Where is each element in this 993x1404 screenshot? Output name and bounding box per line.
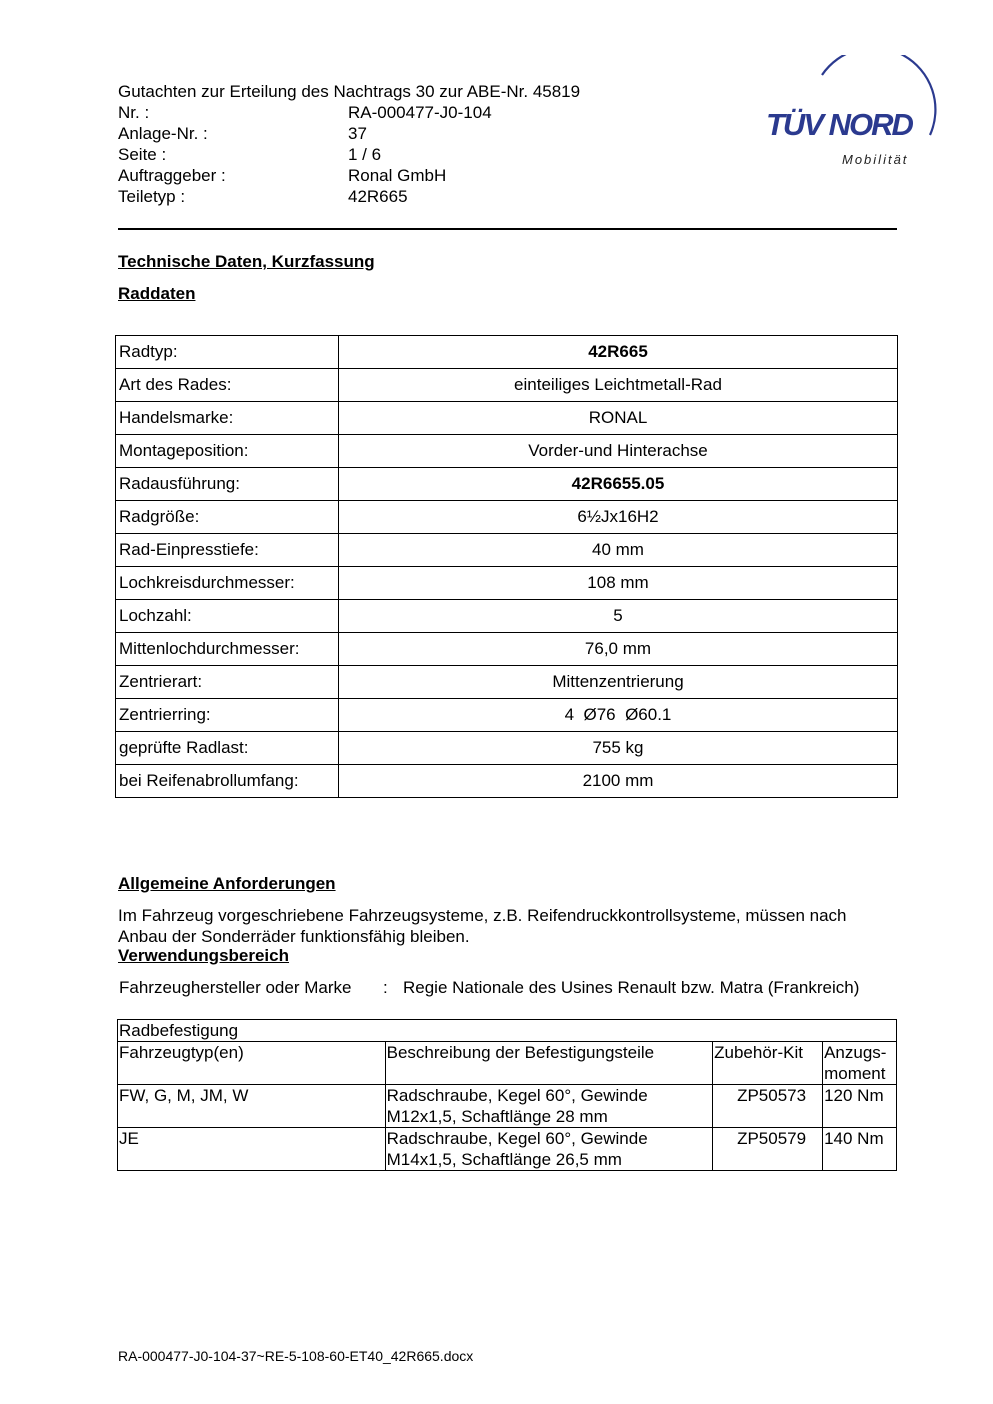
vehicle-types: FW, G, M, JM, W xyxy=(118,1085,386,1128)
auftraggeber-value: Ronal GmbH xyxy=(348,166,447,185)
mounting-title: Radbefestigung xyxy=(118,1020,897,1042)
torque: 120 Nm xyxy=(823,1085,897,1128)
wheel-label: Mittenlochdurchmesser: xyxy=(116,633,339,666)
accessory-kit: ZP50579 xyxy=(713,1128,823,1171)
tech-heading: Technische Daten, Kurzfassung xyxy=(118,252,375,271)
verw-heading: Verwendungsbereich xyxy=(118,946,289,965)
table-row xyxy=(116,633,898,666)
anlage-label: Anlage-Nr. : xyxy=(118,124,208,143)
document-title: Gutachten zur Erteilung des Nachtrags 30 zur ABE-Nr. 45819 xyxy=(118,82,581,101)
wheel-label: Rad-Einpresstiefe: xyxy=(116,534,339,567)
column-header: Anzugs-moment xyxy=(823,1042,897,1085)
wheel-value: 76,0 mm xyxy=(339,633,898,666)
teiletyp-label: Teiletyp : xyxy=(118,187,186,206)
tuv-nord-logo xyxy=(760,55,940,175)
wheel-label: Lochzahl: xyxy=(116,600,339,633)
wheel-label: bei Reifenabrollumfang: xyxy=(116,765,339,798)
table-row xyxy=(118,1128,897,1171)
table-row xyxy=(116,765,898,798)
wheel-label: Lochkreisdurchmesser: xyxy=(116,567,339,600)
auftraggeber-label: Auftraggeber : xyxy=(118,166,226,185)
table-row xyxy=(116,402,898,435)
teiletyp-value: 42R665 xyxy=(348,187,408,206)
column-header: Zubehör-Kit xyxy=(713,1042,823,1085)
fastener-description: Radschraube, Kegel 60°, Gewinde M12x1,5, Schaftlänge 28 mm xyxy=(385,1085,713,1128)
maker-separator: : xyxy=(383,978,388,997)
fastener-description: Radschraube, Kegel 60°, Gewinde M14x1,5, Schaftlänge 26,5 mm xyxy=(385,1128,713,1171)
wheel-label: Zentrierring: xyxy=(116,699,339,732)
wheel-value: 42R665 xyxy=(339,336,898,369)
wheel-value: RONAL xyxy=(339,402,898,435)
wheel-value: Mittenzentrierung xyxy=(339,666,898,699)
accessory-kit: ZP50573 xyxy=(713,1085,823,1128)
torque: 140 Nm xyxy=(823,1128,897,1171)
wheel-label: geprüfte Radlast: xyxy=(116,732,339,765)
table-row xyxy=(118,1020,897,1042)
logo-sub: Mobilität xyxy=(842,152,909,167)
wheel-value: 755 kg xyxy=(339,732,898,765)
maker-label: Fahrzeughersteller oder Marke xyxy=(119,978,352,997)
table-row xyxy=(116,435,898,468)
raddaten-heading: Raddaten xyxy=(118,284,196,303)
wheel-value: Vorder-und Hinterachse xyxy=(339,435,898,468)
allg-heading: Allgemeine Anforderungen xyxy=(118,874,336,893)
table-row xyxy=(116,501,898,534)
mounting-table xyxy=(117,1019,897,1171)
table-row xyxy=(118,1085,897,1128)
nr-value: RA-000477-J0-104 xyxy=(348,103,492,122)
seite-label: Seite : xyxy=(118,145,167,164)
table-row xyxy=(116,369,898,402)
table-row xyxy=(116,567,898,600)
table-row xyxy=(116,336,898,369)
wheel-value: 42R6655.05 xyxy=(339,468,898,501)
column-header: Beschreibung der Befestigungsteile xyxy=(385,1042,713,1085)
table-row xyxy=(116,468,898,501)
nr-label: Nr. : xyxy=(118,103,150,122)
column-header: Fahrzeugtyp(en) xyxy=(118,1042,386,1085)
wheel-label: Handelsmarke: xyxy=(116,402,339,435)
table-row xyxy=(116,534,898,567)
wheel-label: Radausführung: xyxy=(116,468,339,501)
wheel-value: 2100 mm xyxy=(339,765,898,798)
logo-brand: TÜV NORD xyxy=(766,107,912,142)
wheel-data-table xyxy=(115,335,898,798)
wheel-value: 6½Jx16H2 xyxy=(339,501,898,534)
maker-value: Regie Nationale des Usines Renault bzw. Matra (Frankreich) xyxy=(403,978,860,997)
wheel-label: Radgröße: xyxy=(116,501,339,534)
table-row xyxy=(116,600,898,633)
table-row xyxy=(116,666,898,699)
wheel-label: Radtyp: xyxy=(116,336,339,369)
table-row xyxy=(116,699,898,732)
allg-text: Im Fahrzeug vorgeschriebene Fahrzeugsysteme, z.B. Reifendruckkontrollsysteme, müssen nach Anbau der Sonderräder funktionsfähig bleiben. xyxy=(118,906,847,946)
wheel-value: 108 mm xyxy=(339,567,898,600)
header-divider xyxy=(118,228,897,230)
wheel-label: Montageposition: xyxy=(116,435,339,468)
wheel-label: Art des Rades: xyxy=(116,369,339,402)
seite-value: 1 / 6 xyxy=(348,145,382,164)
wheel-value: 40 mm xyxy=(339,534,898,567)
footer-filename: RA-000477-J0-104-37~RE-5-108-60-ET40_42R665.docx xyxy=(118,1348,474,1364)
table-row xyxy=(118,1042,897,1085)
wheel-value: einteiliges Leichtmetall-Rad xyxy=(339,369,898,402)
wheel-value: 5 xyxy=(339,600,898,633)
anlage-value: 37 xyxy=(348,124,367,143)
wheel-value: 4 Ø76 Ø60.1 xyxy=(339,699,898,732)
wheel-label: Zentrierart: xyxy=(116,666,339,699)
vehicle-types: JE xyxy=(118,1128,386,1171)
table-row xyxy=(116,732,898,765)
